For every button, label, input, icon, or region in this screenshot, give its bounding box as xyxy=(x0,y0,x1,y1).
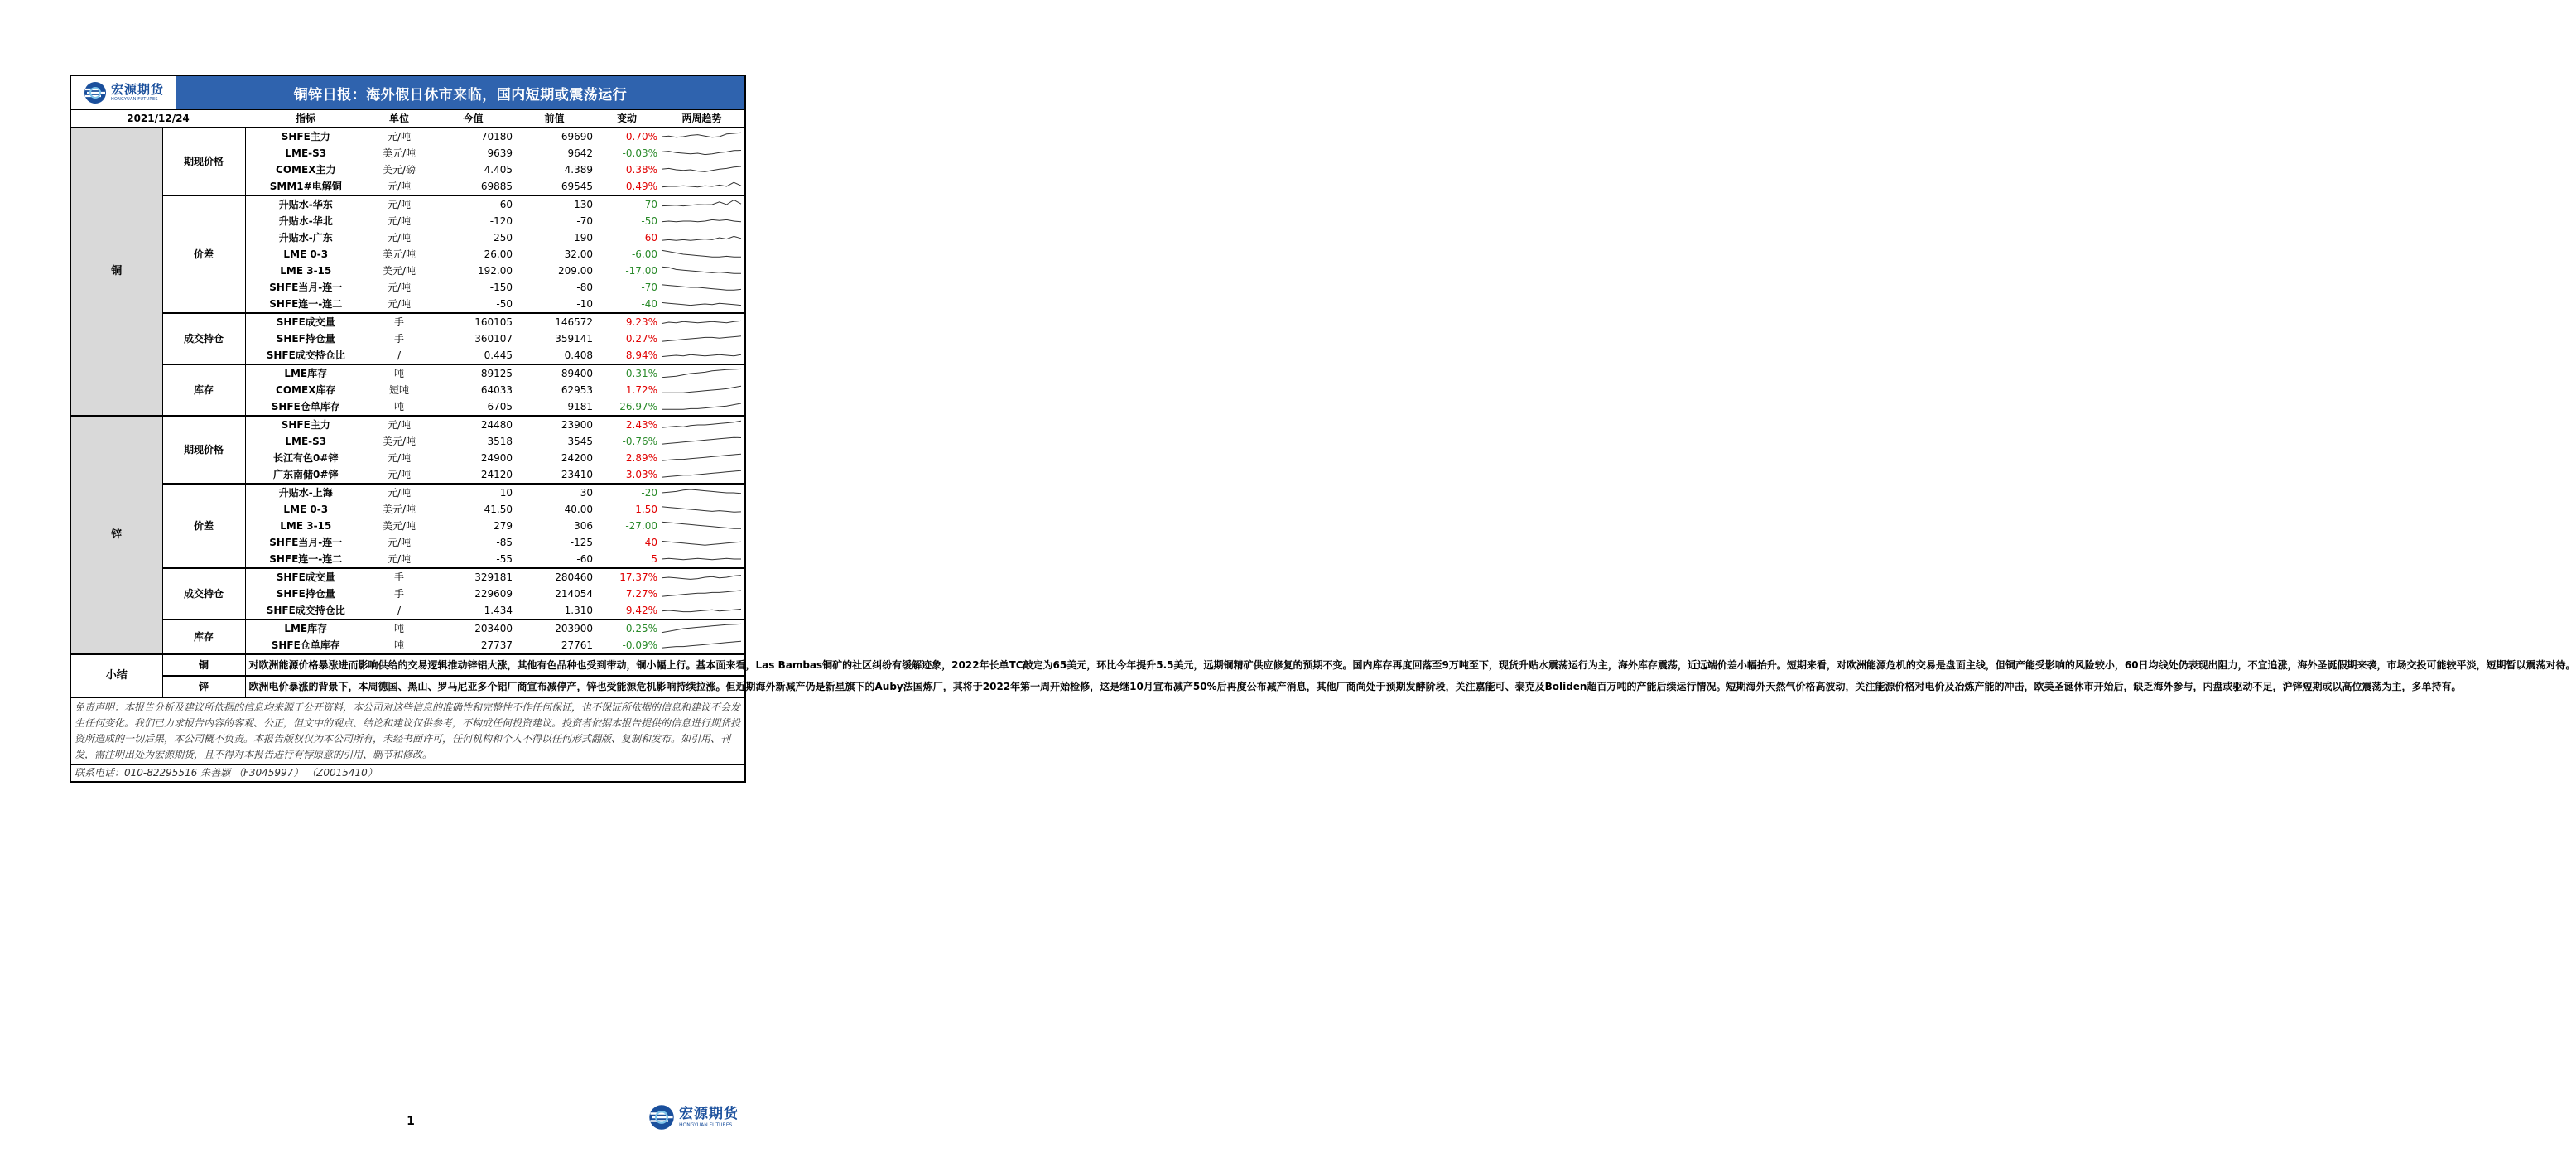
unit-value: 手 xyxy=(366,568,432,586)
data-row xyxy=(71,568,744,586)
prev-value: 24200 xyxy=(561,452,593,464)
trend-line xyxy=(662,236,741,240)
trend-line xyxy=(662,609,741,611)
indicator-name: LME-S3 xyxy=(285,147,327,159)
indicator-name: SHFE当月-连一 xyxy=(269,537,343,548)
trend-sparkline xyxy=(659,296,744,312)
prev-value: 69690 xyxy=(561,131,593,142)
indicator-name: SHFE当月-连一 xyxy=(269,282,343,293)
prev-value: 9642 xyxy=(567,147,593,159)
change-value: -70 xyxy=(641,282,657,293)
prev-value: 359141 xyxy=(555,333,593,345)
change-value: 2.43% xyxy=(595,416,659,433)
change-value: 2.89% xyxy=(625,452,657,464)
summary-text: 欧洲电价暴涨的背景下，本周德国、黑山、罗马尼亚多个铝厂商宣布减停产，锌也受能源危机影响持续拉涨。但近期海外新减产仍是新星旗下的Auby法国炼厂，其将于2022年第一周开始检修，这是继10月宣布减产50%后再度公布减产消息，其他厂商尚处于预期发酵阶段，关注嘉能可、泰克及Boliden超百万吨的产能后续运行情况。短期海外天然气价格高波动，关注能源价格对电价及冶炼产能的冲击，欧美圣诞休市开始后，缺乏海外参与，内盘或驱动不足，沪锌短期或以高位震荡为主，多单持有。 xyxy=(245,676,744,697)
indicator-name: 升贴水-华东 xyxy=(245,195,366,213)
trend-line xyxy=(662,403,741,409)
trend-sparkline xyxy=(659,246,744,263)
change-value: 9.23% xyxy=(595,313,659,330)
data-table xyxy=(71,110,2576,697)
trend-cell xyxy=(659,450,744,466)
indicator-name: SHFE成交量 xyxy=(245,313,366,330)
indicator-name: 升贴水-华北 xyxy=(278,215,333,227)
today-value: 3518 xyxy=(487,436,513,447)
change-value: 0.27% xyxy=(625,333,657,345)
trend-line xyxy=(662,437,741,444)
indicator-name: SHFE持仓量 xyxy=(276,588,335,600)
unit-value: 元/吨 xyxy=(387,298,412,310)
unit-value: 吨 xyxy=(366,620,432,637)
trend-line xyxy=(662,250,741,257)
trend-line xyxy=(662,558,741,560)
prev-value: 9181 xyxy=(567,401,593,412)
change-value: -0.76% xyxy=(622,436,657,447)
trend-cell xyxy=(659,416,744,433)
prev-value: 32.00 xyxy=(564,248,593,260)
trend-line xyxy=(662,166,741,171)
trend-cell xyxy=(659,382,744,398)
trend-line xyxy=(662,267,741,273)
summary-row xyxy=(71,676,744,697)
brand-name-cn: 宏源期货 xyxy=(110,82,164,97)
trend-sparkline xyxy=(659,314,744,330)
change-value: -0.31% xyxy=(595,364,659,382)
trend-sparkline xyxy=(659,637,744,653)
trend-cell xyxy=(659,313,744,330)
header-today: 今值 xyxy=(432,110,514,128)
trend-sparkline xyxy=(659,213,744,229)
report-date: 2021/12/24 xyxy=(71,110,245,128)
indicator-name: LME库存 xyxy=(245,364,366,382)
change-value: -40 xyxy=(641,298,657,310)
unit-value: 元/吨 xyxy=(387,537,412,548)
change-value: 9.42% xyxy=(625,605,657,616)
header-trend: 两周趋势 xyxy=(659,110,744,128)
change-value: 5 xyxy=(651,553,657,565)
trend-line xyxy=(662,200,741,205)
trend-cell xyxy=(659,246,744,263)
unit-value: 吨 xyxy=(393,639,404,651)
trend-sparkline xyxy=(659,602,744,619)
trend-line xyxy=(662,522,741,528)
trend-sparkline xyxy=(659,382,744,398)
trend-cell xyxy=(659,229,744,246)
trend-cell xyxy=(659,602,744,620)
unit-value: 吨 xyxy=(393,401,404,412)
trend-cell xyxy=(659,162,744,178)
contact-info: 联系电话：010-82295516 朱善颖 （F3045997） （Z0015410） xyxy=(71,764,744,781)
unit-value: 手 xyxy=(366,313,432,330)
metal-label: 锌 xyxy=(71,416,162,654)
trend-sparkline xyxy=(659,586,744,602)
indicator-name: SMM1#电解铜 xyxy=(269,181,342,192)
prev-value: -60 xyxy=(576,553,593,565)
report-frame xyxy=(70,75,2576,783)
indicator-name: SHFE连一-连二 xyxy=(269,298,343,310)
brand-logo-icon xyxy=(83,80,108,105)
trend-cell xyxy=(659,501,744,518)
trend-line xyxy=(662,454,741,460)
change-value: -0.09% xyxy=(622,639,657,651)
header-change: 变动 xyxy=(595,110,659,128)
today-value: 70180 xyxy=(480,131,513,142)
unit-value: 美元/磅 xyxy=(382,164,416,176)
trend-cell xyxy=(659,484,744,501)
prev-value: 23900 xyxy=(514,416,595,433)
prev-value: 214054 xyxy=(555,588,593,600)
unit-value: 美元/吨 xyxy=(382,265,416,277)
trend-sparkline xyxy=(659,398,744,415)
trend-sparkline xyxy=(659,145,744,162)
today-value: -150 xyxy=(489,282,513,293)
change-value: 0.70% xyxy=(625,131,657,142)
today-value: 60 xyxy=(432,195,514,213)
today-value: 1.434 xyxy=(484,605,513,616)
category-label: 成交持仓 xyxy=(162,313,245,364)
trend-cell xyxy=(659,534,744,551)
trend-line xyxy=(662,576,741,580)
footer-logo-icon xyxy=(648,1103,676,1131)
prev-value: 40.00 xyxy=(564,504,593,515)
today-value: 24480 xyxy=(432,416,514,433)
trend-line xyxy=(662,541,741,545)
prev-value: 130 xyxy=(514,195,595,213)
data-row xyxy=(71,313,744,330)
footer-brand-cn: 宏源期货 xyxy=(679,1105,739,1122)
header-prev: 前值 xyxy=(514,110,595,128)
footer-logo xyxy=(648,1103,739,1131)
report-title: 铜锌日报：海外假日休市来临，国内短期或震荡运行 xyxy=(176,76,744,109)
today-value: 250 xyxy=(494,232,513,243)
unit-value: 吨 xyxy=(366,364,432,382)
data-row xyxy=(71,484,744,501)
trend-sparkline xyxy=(659,330,744,347)
unit-value: 元/吨 xyxy=(387,282,412,293)
disclaimer: 免责声明：本报告分析及建议所依据的信息均来源于公开资料，本公司对这些信息的准确性和完整性不作任何保证，也不保证所依据的信息和建议不会发生任何变化。我们已力求报告内容的客观、公正，但文中的观点、结论和建议仅供参考，不构成任何投资建议。投资者依据本报告提供的信息进行期货投资所造成的一切后果，本公司概不负责。本报告版权仅为本公司所有，未经书面许可，任何机构和个人不得以任何形式翻版、复制和发布。如引用、刊发，需注明出处为宏源期货，且不得对本报告进行有悖原意的引用、删节和修改。 xyxy=(71,697,744,764)
trend-sparkline xyxy=(659,485,744,501)
trend-cell xyxy=(659,330,744,347)
unit-value: 元/吨 xyxy=(387,469,412,480)
change-value: -0.03% xyxy=(622,147,657,159)
summary-label: 小结 xyxy=(71,654,162,697)
trend-line xyxy=(662,507,741,512)
trend-cell xyxy=(659,195,744,213)
trend-line xyxy=(662,591,741,596)
brand-name-en: HONGYUAN FUTURES xyxy=(110,97,158,102)
indicator-name: SHFE主力 xyxy=(245,416,366,433)
unit-value: 元/吨 xyxy=(366,195,432,213)
change-value: -0.25% xyxy=(595,620,659,637)
today-value: 360107 xyxy=(474,333,513,345)
change-value: 7.27% xyxy=(625,588,657,600)
prev-value: 89400 xyxy=(514,364,595,382)
prev-value: 190 xyxy=(574,232,593,243)
indicator-name: SHFE成交量 xyxy=(245,568,366,586)
trend-line xyxy=(662,369,741,377)
prev-value: 27761 xyxy=(561,639,593,651)
indicator-name: LME-S3 xyxy=(285,436,327,447)
metal-label: 铜 xyxy=(71,128,162,416)
change-value: -26.97% xyxy=(615,401,657,412)
header-indicator: 指标 xyxy=(245,110,366,128)
trend-cell xyxy=(659,586,744,602)
trend-cell xyxy=(659,568,744,586)
trend-sparkline xyxy=(659,196,744,213)
indicator-name: SHFE主力 xyxy=(281,131,330,142)
category-label: 价差 xyxy=(162,195,245,313)
change-value: 3.03% xyxy=(625,469,657,480)
summary-row xyxy=(71,654,744,676)
category-label: 库存 xyxy=(162,364,245,416)
today-value: -85 xyxy=(496,537,513,548)
today-value: 24900 xyxy=(480,452,513,464)
report-header xyxy=(71,76,744,110)
today-value: 89125 xyxy=(432,364,514,382)
today-value: 279 xyxy=(494,520,513,532)
trend-sparkline xyxy=(659,128,744,145)
unit-value: 元/吨 xyxy=(387,215,412,227)
trend-cell xyxy=(659,347,744,364)
today-value: 27737 xyxy=(480,639,513,651)
data-row xyxy=(71,416,744,433)
prev-value: 4.389 xyxy=(564,164,593,176)
today-value: 24120 xyxy=(480,469,513,480)
unit-value: 元/吨 xyxy=(387,452,412,464)
trend-sparkline xyxy=(659,162,744,178)
unit-value: 美元/吨 xyxy=(382,504,416,515)
trend-cell xyxy=(659,296,744,313)
today-value: 192.00 xyxy=(478,265,513,277)
data-row xyxy=(71,620,744,637)
trend-line xyxy=(662,182,741,187)
unit-value: 手 xyxy=(393,588,404,600)
today-value: 4.405 xyxy=(484,164,513,176)
data-row xyxy=(71,195,744,213)
today-value: 10 xyxy=(432,484,514,501)
unit-value: / xyxy=(397,605,402,616)
change-value: -17.00 xyxy=(625,265,657,277)
today-value: -55 xyxy=(496,553,513,565)
trend-line xyxy=(662,641,741,648)
trend-cell xyxy=(659,178,744,195)
change-value: -27.00 xyxy=(625,520,657,532)
trend-cell xyxy=(659,279,744,296)
today-value: 9639 xyxy=(487,147,513,159)
trend-cell xyxy=(659,466,744,484)
change-value: 1.50 xyxy=(635,504,657,515)
unit-value: / xyxy=(397,350,402,361)
indicator-name: SHEF持仓量 xyxy=(276,333,335,345)
today-value: 0.445 xyxy=(484,350,513,361)
indicator-name: LME 3-15 xyxy=(280,520,332,532)
unit-value: 短吨 xyxy=(388,384,409,396)
unit-value: 美元/吨 xyxy=(382,520,416,532)
trend-sparkline xyxy=(659,263,744,279)
trend-line xyxy=(662,219,741,221)
trend-line xyxy=(662,470,741,477)
trend-cell xyxy=(659,637,744,654)
today-value: 64033 xyxy=(480,384,513,396)
footer-brand-en: HONGYUAN FUTURES xyxy=(679,1121,733,1128)
today-value: -120 xyxy=(489,215,513,227)
trend-cell xyxy=(659,620,744,637)
prev-value: 62953 xyxy=(561,384,593,396)
change-value: 8.94% xyxy=(625,350,657,361)
prev-value: 306 xyxy=(574,520,593,532)
data-row xyxy=(71,364,744,382)
prev-value: 203900 xyxy=(514,620,595,637)
trend-sparkline xyxy=(659,501,744,518)
change-value: 40 xyxy=(644,537,657,548)
today-value: 203400 xyxy=(432,620,514,637)
unit-value: 元/吨 xyxy=(387,553,412,565)
trend-line xyxy=(662,421,741,427)
indicator-name: 升贴水-广东 xyxy=(278,232,333,243)
trend-line xyxy=(662,336,741,341)
indicator-name: LME 0-3 xyxy=(283,248,329,260)
today-value: 229609 xyxy=(474,588,513,600)
trend-sparkline xyxy=(659,569,744,586)
trend-cell xyxy=(659,398,744,416)
prev-value: -10 xyxy=(576,298,593,310)
change-value: 60 xyxy=(644,232,657,243)
trend-cell xyxy=(659,213,744,229)
trend-line xyxy=(662,624,741,632)
category-label: 库存 xyxy=(162,620,245,654)
trend-cell xyxy=(659,263,744,279)
trend-cell xyxy=(659,128,744,145)
prev-value: 3545 xyxy=(567,436,593,447)
trend-sparkline xyxy=(659,466,744,483)
prev-value: 30 xyxy=(514,484,595,501)
today-value: 26.00 xyxy=(484,248,513,260)
indicator-name: SHFE仓单库存 xyxy=(271,639,340,651)
prev-value: 146572 xyxy=(514,313,595,330)
header-unit: 单位 xyxy=(366,110,432,128)
today-value: 69885 xyxy=(480,181,513,192)
unit-value: 美元/吨 xyxy=(382,147,416,159)
trend-cell xyxy=(659,518,744,534)
unit-value: 美元/吨 xyxy=(382,248,416,260)
indicator-name: LME库存 xyxy=(245,620,366,637)
change-value: -20 xyxy=(595,484,659,501)
prev-value: -125 xyxy=(570,537,593,548)
category-label: 期现价格 xyxy=(162,416,245,484)
trend-sparkline xyxy=(659,433,744,450)
change-value: 0.49% xyxy=(625,181,657,192)
today-value: 6705 xyxy=(487,401,513,412)
summary-metal: 铜 xyxy=(162,654,245,676)
trend-line xyxy=(662,302,741,305)
trend-line xyxy=(662,386,741,393)
data-row xyxy=(71,128,744,145)
indicator-name: 广东南储0#锌 xyxy=(273,469,339,480)
trend-sparkline xyxy=(659,450,744,466)
change-value: 1.72% xyxy=(625,384,657,396)
change-value: -6.00 xyxy=(631,248,657,260)
trend-sparkline xyxy=(659,518,744,534)
today-value: 41.50 xyxy=(484,504,513,515)
unit-value: 元/吨 xyxy=(366,416,432,433)
trend-line xyxy=(662,354,741,356)
prev-value: -70 xyxy=(576,215,593,227)
unit-value: 美元/吨 xyxy=(382,436,416,447)
indicator-name: 升贴水-上海 xyxy=(245,484,366,501)
prev-value: 1.310 xyxy=(564,605,593,616)
change-value: -70 xyxy=(595,195,659,213)
trend-sparkline xyxy=(659,534,744,551)
trend-sparkline xyxy=(659,365,744,382)
category-label: 期现价格 xyxy=(162,128,245,195)
trend-line xyxy=(662,151,741,155)
trend-cell xyxy=(659,145,744,162)
trend-cell xyxy=(659,433,744,450)
indicator-name: COMEX主力 xyxy=(276,164,336,176)
prev-value: 280460 xyxy=(514,568,595,586)
category-label: 价差 xyxy=(162,484,245,568)
prev-value: 69545 xyxy=(561,181,593,192)
trend-sparkline xyxy=(659,347,744,364)
trend-sparkline xyxy=(659,551,744,567)
indicator-name: SHFE仓单库存 xyxy=(271,401,340,412)
brand-logo xyxy=(71,76,176,109)
trend-line xyxy=(662,133,741,137)
trend-sparkline xyxy=(659,229,744,246)
prev-value: -80 xyxy=(576,282,593,293)
indicator-name: LME 3-15 xyxy=(280,265,332,277)
unit-value: 元/吨 xyxy=(387,232,412,243)
trend-cell xyxy=(659,551,744,568)
prev-value: 0.408 xyxy=(564,350,593,361)
today-value: 160105 xyxy=(432,313,514,330)
change-value: 17.37% xyxy=(595,568,659,586)
trend-cell xyxy=(659,364,744,382)
trend-sparkline xyxy=(659,178,744,195)
summary-metal: 锌 xyxy=(162,676,245,697)
page-number: 1 xyxy=(407,1115,415,1128)
trend-sparkline xyxy=(659,417,744,433)
unit-value: 手 xyxy=(393,333,404,345)
indicator-name: SHFE成交持仓比 xyxy=(266,605,345,616)
trend-line xyxy=(662,321,741,323)
today-value: 329181 xyxy=(432,568,514,586)
trend-line xyxy=(662,489,741,494)
unit-value: 元/吨 xyxy=(366,484,432,501)
category-label: 成交持仓 xyxy=(162,568,245,620)
indicator-name: LME 0-3 xyxy=(283,504,329,515)
change-value: 0.38% xyxy=(625,164,657,176)
change-value: -50 xyxy=(641,215,657,227)
unit-value: 元/吨 xyxy=(387,131,412,142)
summary-text: 对欧洲能源价格暴涨进而影响供给的交易逻辑推动锌铝大涨，其他有色品种也受到带动，铜小幅上行。基本面来看，Las Bambas铜矿的社区纠纷有缓解迹象，2022年长单TC敲定为65美元，环比今年提升5.5美元，远期铜精矿供应修复的预期不变。国内库存再度回落至9万吨至下，现货升贴水震荡运行为主，海外库存震荡，近远端价差小幅抬升。短期来看，对欧洲能源危机的交易是盘面主线，但铜产能受影响的风险较小，60日均线处仍表现出阻力，不宜追涨，海外圣诞假期来袭，市场交投可能较平淡，短期暂以震荡对待。 xyxy=(245,654,744,676)
trend-line xyxy=(662,285,741,290)
indicator-name: SHFE连一-连二 xyxy=(269,553,343,565)
header-row xyxy=(71,110,744,128)
prev-value: 23410 xyxy=(561,469,593,480)
unit-value: 元/吨 xyxy=(387,181,412,192)
prev-value: 209.00 xyxy=(558,265,593,277)
today-value: -50 xyxy=(496,298,513,310)
indicator-name: SHFE成交持仓比 xyxy=(266,350,345,361)
indicator-name: 长江有色0#锌 xyxy=(273,452,339,464)
trend-sparkline xyxy=(659,620,744,637)
trend-sparkline xyxy=(659,279,744,296)
indicator-name: COMEX库存 xyxy=(276,384,336,396)
